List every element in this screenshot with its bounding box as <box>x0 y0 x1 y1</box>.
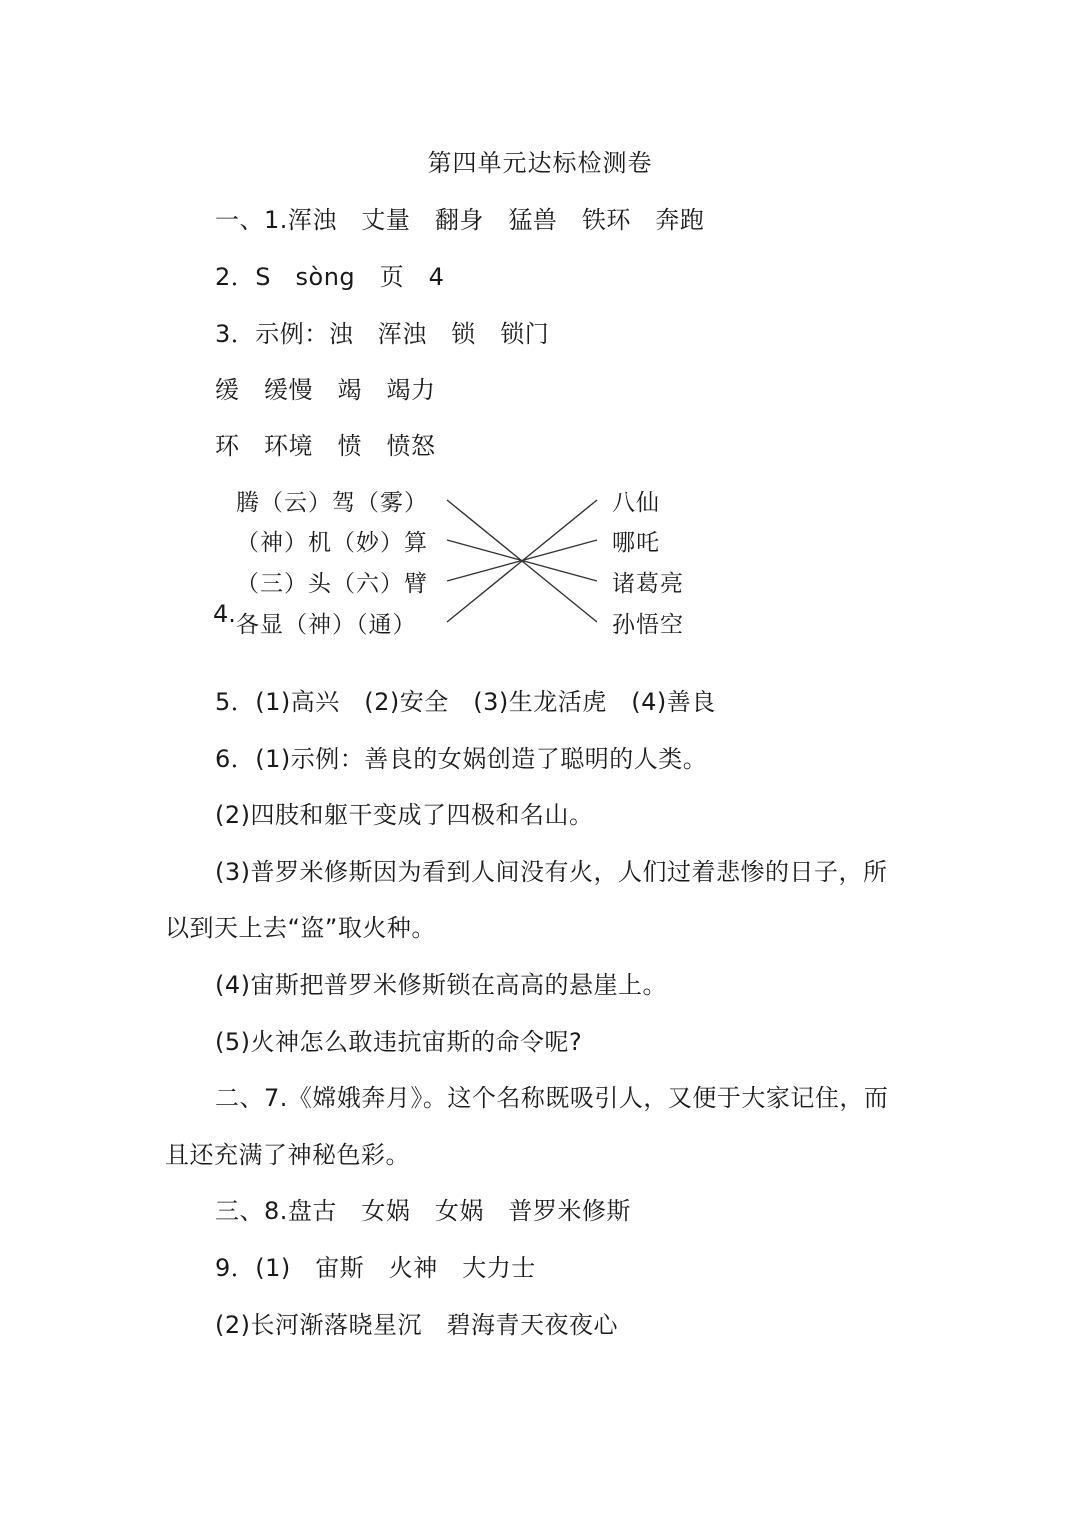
idiom-left-2: （神）机（妙）算 <box>236 530 428 556</box>
matching-exercise <box>0 478 1080 648</box>
page-title: 第四单元达标检测卷 <box>427 149 653 177</box>
character-right-3: 诸葛亮 <box>612 571 684 597</box>
answer-line-9-2: (2)长河渐落晓星沉 碧海青天夜夜心 <box>215 1311 618 1339</box>
matching-lines <box>0 478 1080 648</box>
answer-line-9-1: 9．(1) 宙斯 火神 大力士 <box>215 1254 536 1282</box>
character-right-2: 哪吒 <box>612 530 660 556</box>
answer-line-6-1: 6．(1)示例：善良的女娲创造了聪明的人类。 <box>215 745 708 773</box>
answer-line-3: 3．示例：浊 浑浊 锁 锁门 <box>215 320 550 348</box>
answer-line-7-cont: 且还充满了神秘色彩。 <box>165 1141 410 1169</box>
idiom-left-4: 各显（神）（通） <box>236 612 417 638</box>
character-right-1: 八仙 <box>612 490 660 516</box>
answer-line-7: 二、7.《嫦娥奔月》。这个名称既吸引人，又便于大家记住，而 <box>215 1084 889 1112</box>
question-4-label: 4. <box>213 600 236 628</box>
answer-line-3b: 缓 缓慢 竭 竭力 <box>215 376 436 404</box>
answer-line-5: 5．(1)高兴 (2)安全 (3)生龙活虎 (4)善良 <box>215 688 716 716</box>
answer-line-6-3-cont: 以到天上去“盗”取火种。 <box>165 914 436 942</box>
answer-line-6-3: (3)普罗米修斯因为看到人间没有火，人们过着悲惨的日子，所 <box>215 858 888 886</box>
answer-line-8: 三、8.盘古 女娲 女娲 普罗米修斯 <box>215 1197 631 1225</box>
answer-line-6-5: (5)火神怎么敢违抗宙斯的命令呢? <box>215 1028 583 1056</box>
answer-line-3c: 环 环境 愤 愤怒 <box>215 432 436 460</box>
idiom-left-1: 腾（云）驾（雾） <box>236 490 428 516</box>
answer-line-1: 一、1.浑浊 丈量 翻身 猛兽 铁环 奔跑 <box>215 206 705 234</box>
answer-line-6-4: (4)宙斯把普罗米修斯锁在高高的悬崖上。 <box>215 971 667 999</box>
answer-line-2: 2．S sòng 页 4 <box>215 263 445 291</box>
character-right-4: 孙悟空 <box>612 612 684 638</box>
idiom-left-3: （三）头（六）臂 <box>236 571 428 597</box>
answer-line-6-2: (2)四肢和躯干变成了四极和名山。 <box>215 801 594 829</box>
